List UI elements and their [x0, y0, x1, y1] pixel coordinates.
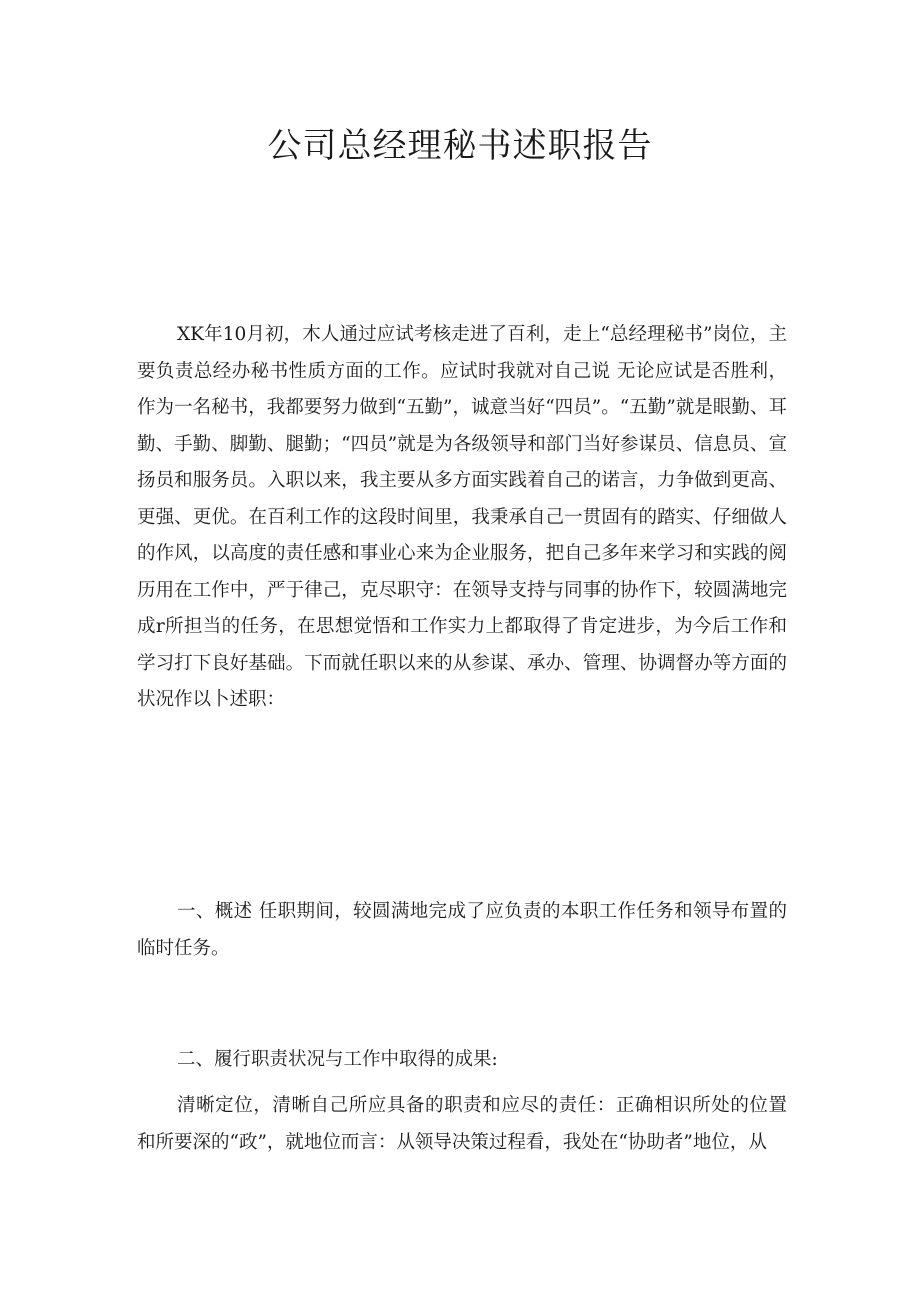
document-title: 公司总经理秘书述职报告: [267, 126, 653, 166]
paragraph-positioning: 清晰定位，清晰自己所应具备的职责和应尽的责任：正确相识所处的位置和所要深的“政”，就地位而言：从领导决策过程看，我处在“协助者”地位，从: [137, 1095, 787, 1153]
paragraph-intro: XK年10月初，木人通过应试考核走进了百利，走上“总经理秘书”岗位，主要负责总经办秘书性质方面的工作。应试时我就对自己说 无论应试是否胜利，作为一名秘书，我都要努力做到“五勤”，诚意当好“四员”。“五勤”就是眼勤、耳勤、手勤、脚勤、腿勤；“四员”就是为各级领导和部门当好参谋员、信息员、宣扬员和服务员。入职以来，我主要从多方面实践着自己的诺言，力争做到更高、更强、更优。在百利工作的这段时间里，我秉承自己一贯固有的踏实、仔细做人的作风，以高度的责任感和事业心来为企业服务，把自己多年来学习和实践的阅历用在工作中，严于律己，克尽职守：在领导支持与同事的协作下，较圆满地完成r所担当的任务，在思想觉悟和工作实力上都取得了肯定进步，为今后工作和学习打下良好基础。下而就任职以来的从参谋、承办、管理、协调督办等方面的状况作以卜述职：: [137, 324, 787, 710]
paragraph-overview: 一、概述 任职期间，较圆满地完成了应负责的本职工作任务和领导布置的临时任务。: [137, 901, 787, 959]
section-heading-duties: 二、履行职责状况与工作中取得的成果:: [177, 1049, 498, 1070]
